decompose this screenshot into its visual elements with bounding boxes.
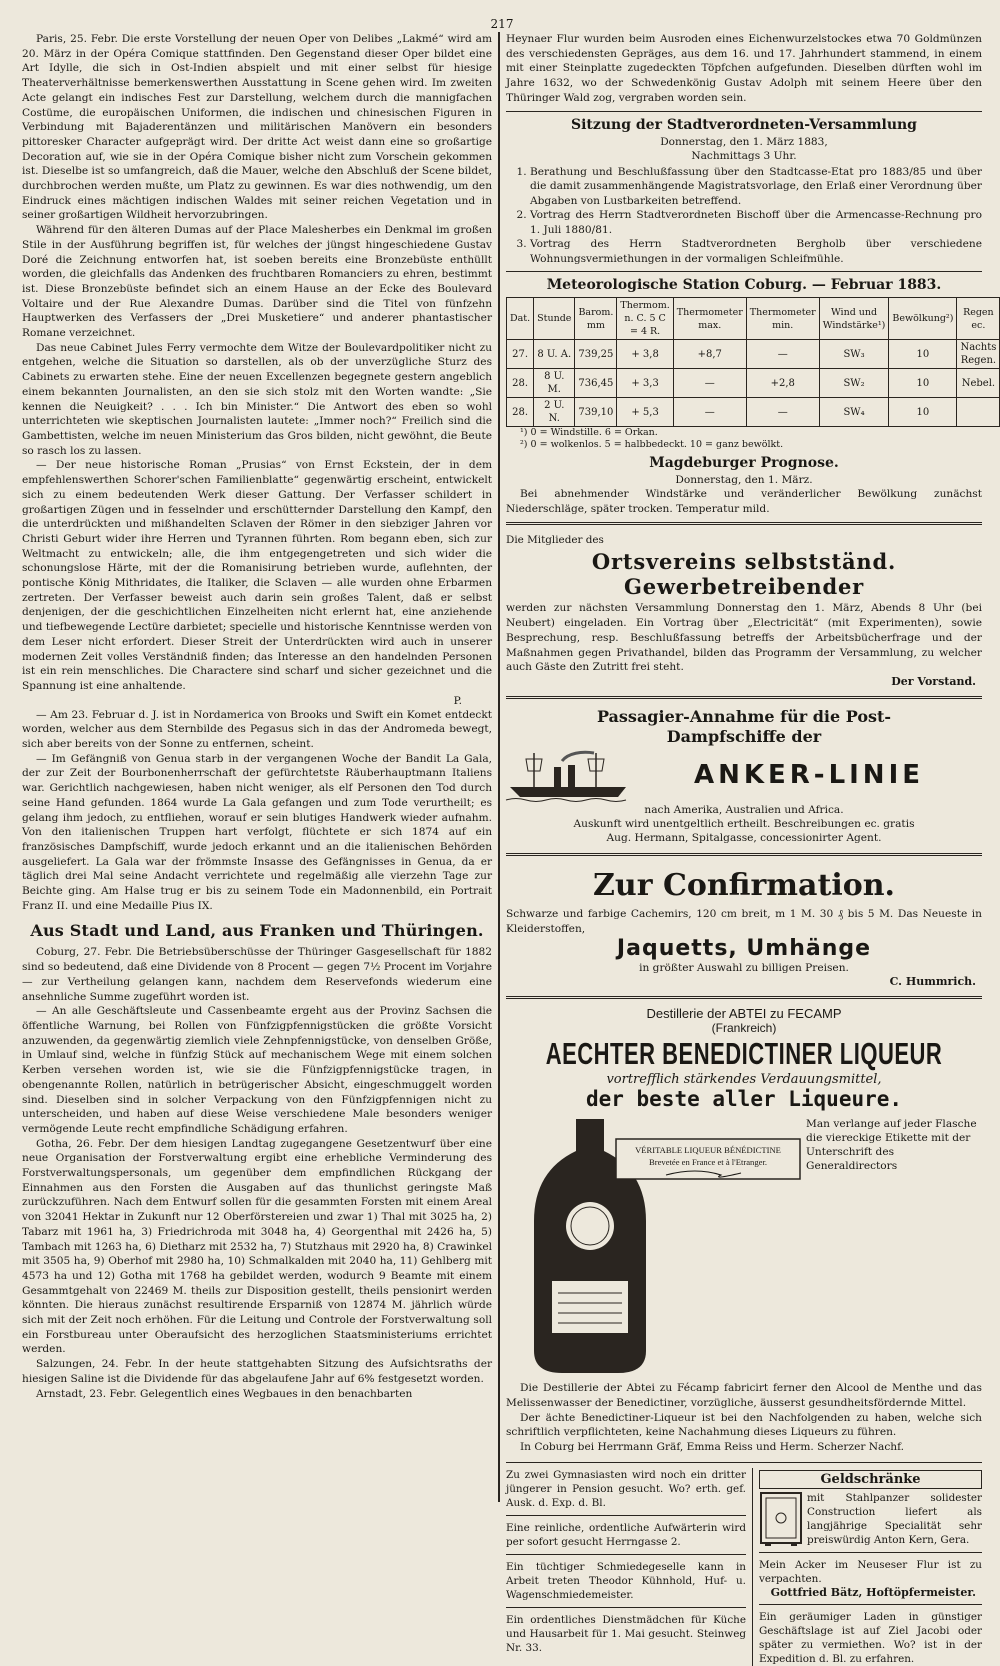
divider: [759, 1552, 982, 1553]
ad-body: mit Stahlpanzer solidester Construction liefert als langjährige Specialität sehr preiswürdig Anton Kern, Gera.: [807, 1491, 982, 1546]
council-meeting-notice: [506, 117, 982, 267]
column-divider: [498, 32, 500, 1502]
col-header: Thermom. n. C. 5 C = 4 R.: [617, 298, 673, 340]
cell: + 5,3: [617, 398, 673, 427]
ad-benedictine: [506, 1005, 982, 1457]
ad-line: vortrefflich stärkendes Verdauungsmittel,: [606, 1072, 882, 1088]
divider: [506, 1607, 746, 1608]
weather-title: Meteorologische Station Coburg. — Februar 1883.: [546, 277, 942, 294]
ad-title: Ortsvereins selbstständ. Gewerbetreibender: [591, 549, 897, 600]
council-time: Nachmittags 3 Uhr.: [691, 149, 797, 162]
article-dumas: Während für den älteren Dumas auf der Place Malesherbes ein Denkmal im großen Stile in der Ausführung begriffen ist, für welches der jüngst hingeschiedene Gustav Doré die Zeichnung entworfen hat, ist soeben bereits eine Bronzebüste enthüllt worden, die gleichfalls das Andenken des fruchtbaren Romanciers zu ehren, bestimmt ist. Diese Bronzebüste befindet sich an einem Hause an der Ecke des Boulevard Voltaire und der Rue Alexandre Dumas. Darüber sind die Titel von fünfzehn Hauptwerken des Verfassers der „Drei Musketiere“ und anderer phantastischer Romane verzeichnet.: [22, 224, 493, 340]
cell: SW₃: [819, 340, 889, 369]
anker-row: [506, 747, 982, 803]
forecast-text: Bei abnehmender Windstärke und veränderlicher Bewölkung zunächst Niederschläge, später trocken. Temperatur mild.: [506, 488, 982, 515]
classified-ad: Zu zwei Gymnasiasten wird noch ein dritter jüngerer in Pension gesucht. Wo? erth. gef. Ausk. d. Exp. d. Bl.: [506, 1468, 746, 1509]
ad-line: Destillerie der ABTEI zu FECAMP: [646, 1006, 842, 1022]
divider: [506, 1515, 746, 1516]
council-date: Donnerstag, den 1. März 1883,: [660, 135, 828, 148]
right-column: [506, 32, 997, 1665]
article-prusias: — Der neue historische Roman „Prusias“ von Ernst Eckstein, der in dem empfehlenswerthen Schorer'schen Familienblatte“ gegenwärtig erscheint, entwickelt sich zu einem bedeutenden Werk dieser Gattung. Der Verfasser schildert in großartigen Zügen und in fesselnder und erschütternder Darstellung den Kampf, den die unterdrückten und mißhandelten Sclaven der Römer in den siebziger Jahren vor Christi Geburt wider ihre Herren und Tyrannen führten. Rom begann eben, sich zur Weltmacht zu entwickeln; alle, die ihm entgegengetreten und sich wider die schonungslose Härte, mit der die Romanisirung betrieben wurde, auflehnten, der pontische König Mithridates, die Italiker, die Sclaven — alle wurden ohne Erbarmen zertreten. Der Verfasser beweist auch darin sein großes Talent, daß er selbst denjenigen, der die geschichtlichen Einzelheiten nicht erlernt hat, eine anziehende und tiefbewegende Lectüre darbietet; specielle und historische Kenntnisse werden von dem Leser nicht erfordert. Dieser Streit der Unterdrückten wird auch in unserer modernen Zeit volles Verständniß finden; das Interesse an den handelnden Personen ist ein rein menschliches. Die Charactere sind scharf und sicher gezeichnet und die Spannung ist eine anhaltende.: [22, 459, 493, 692]
weather-table: [506, 297, 1000, 427]
ad-title: Zur Confirmation.: [593, 867, 895, 903]
cell: +8,7: [673, 340, 746, 369]
cell: + 3,3: [617, 369, 673, 398]
ad-ortsverein: [506, 531, 982, 690]
classified-ad: Eine reinliche, ordentliche Aufwärterin wird per sofort gesucht Herrngasse 2.: [506, 1521, 746, 1548]
cell: SW₄: [819, 398, 889, 427]
weather-station: [506, 277, 997, 451]
cell: 10: [889, 398, 957, 427]
ad-signature: Der Vorstand.: [891, 674, 976, 688]
article-arnstadt: Arnstadt, 23. Febr. Gelegentlich eines Wegbaues in den benachbarten: [36, 1387, 413, 1400]
classified-ad: Ein tüchtiger Schmiedegeselle kann in Arbeit treten Theodor Kühnhold, Huf- u. Wagenschmiedemeister.: [506, 1560, 746, 1601]
divider: [506, 696, 982, 699]
divider: [506, 1462, 982, 1463]
ad-line: nach Amerika, Australien und Africa.: [644, 803, 844, 816]
ad-body: In Coburg bei Herrmann Gräf, Emma Reiss und Herm. Scherzer Nachf.: [520, 1441, 905, 1454]
forecast-title: Magdeburger Prognose.: [649, 455, 839, 472]
divider: [506, 1554, 746, 1555]
cell: 10: [889, 340, 957, 369]
ad-body: Die Destillerie der Abtei zu Fécamp fabricirt ferner den Alcool de Menthe und das Melissenwasser der Benedictiner, vorzügliche, äusserst gesundheitsfördernde Mittel.: [506, 1382, 982, 1410]
agenda-item: 1. Berathung und Beschlußfassung über den Stadtcasse-Etat pro 1883/85 und über die damit zusammenhängende Magistratsvorlage, den Erlaß einer Verordnung über Abgaben von Lustbarkeiten betreffend.: [530, 165, 982, 209]
ad-anker-linie: [506, 705, 982, 847]
col-header: Wind und Windstärke¹): [819, 298, 889, 340]
col-header: Thermometer max.: [673, 298, 746, 340]
article-salzungen: Salzungen, 24. Febr. In der heute stattgehabten Sitzung des Aufsichtsraths der hiesigen Saline ist die Dividende für das abgelaufene Jahr auf 6% festgesetzt worden.: [22, 1358, 493, 1385]
col-header: Bewölkung²): [889, 298, 957, 340]
divider: [506, 522, 982, 525]
label-text: VÉRITABLE LIQUEUR BÉNÉDICTINE: [635, 1145, 781, 1156]
left-column: [22, 32, 492, 1502]
agenda-item: 2. Vortrag des Herrn Stadtverordneten Bischoff über die Armencasse-Rechnung pro 1. Juli 1880/81.: [530, 208, 982, 237]
ad-title: Passagier-Annahme für die Post-: [596, 706, 892, 726]
ad-line: Auskunft wird unentgeltlich ertheilt. Beschreibungen ec. gratis: [573, 817, 915, 830]
footnote: ¹) 0 = Windstille. 6 = Orkan.: [520, 427, 658, 439]
col-header: Thermometer min.: [746, 298, 819, 340]
table-row: [507, 340, 1000, 369]
classified-ad: Ein geräumiger Laden in günstiger Geschäftslage ist auf Ziel Jacobi oder später zu vermiethen. Wo? ist in der Expedition d. Bl. zu erfahren.: [759, 1610, 982, 1665]
divider: [506, 853, 982, 856]
ad-line: Aug. Hermann, Spitalgasse, concessionirter Agent.: [606, 831, 882, 844]
classified-ad: Ein ordentliches Dienstmädchen für Küche und Hausarbeit für 1. Mai gesucht. Steinweg Nr. 33.: [506, 1613, 746, 1654]
col-header: Stunde: [534, 298, 575, 340]
article-ferry: Das neue Cabinet Jules Ferry vermochte dem Witze der Boulevardpolitiker nicht zu entgehen, welche die Situation so darstellen, als ob der unverzügliche Sturz des Cabinets zu erwarten stehe. Eine der neuen Excellenzen begegnete gestern angeblich einem bekannten Journalisten, an den sie sich stolz mit den Worten wandte: „Sie kennen die Neuigkeit? . . . Ich bin Minister.“ Die Antwort des eben so wohl unterrichteten wie skeptischen Journalisten lautete: „Immer noch?“ Freilich sind die Gambettisten, welche im neuen Ministerium das Gros bilden, nicht gewöhnt, die Beute so rasch los zu lassen.: [22, 341, 493, 457]
article-la-gala: — Im Gefängniß von Genua starb in der vergangenen Woche der Bandit La Gala, der zur Zeit der Bourbonenherrschaft der gefürchtetste Räuberhauptmann Italiens war. Gerichtlich nachgewiesen, haben nicht weniger, als elf Personen den Tod durch seine Hand gefunden. 1864 wurde La Gala gefangen und zum Tode verurtheilt; es gelang ihm jedoch, zu entfliehen, worauf er sein blutiges Handwerk wieder aufnahm. Von den italienischen Truppen hart verfolgt, flüchtete er sich 1874 auf ein französisches Dampfschiff, wurde jedoch erkannt und an die italienischen Behörden ausgeliefert. La Gala war der frömmste Insasse des Gefängnisses in Genua, da er täglich drei Mal seine Andacht verrichtete und regelmäßig alle vierzehn Tage zur Beichte ging. Am Halse trug er bis zu seinem Tode ein Madonnenbild, ein Portrait Franz II. und eine Medaille Pius IX.: [22, 752, 493, 912]
cell: 10: [889, 369, 957, 398]
liqueur-side-text: Man verlange auf jeder Flasche die viereckige Etikette mit der Unterschrift des Generaldirectors: [806, 1118, 977, 1173]
footnote: ²) 0 = wolkenlos. 5 = halbbedeckt. 10 = ganz bewölkt.: [520, 439, 784, 451]
col-header: Dat.: [507, 298, 534, 340]
classified-right: [753, 1468, 982, 1666]
article-comet: — Am 23. Februar d. J. ist in Nordamerica von Brooks und Swift ein Komet entdeckt worden, welcher aus dem Sternbilde des Pegasus sich in das der Andromeda bewegt, sich aber bereits von der Sonne zu entfernen, scheint.: [22, 708, 493, 751]
ad-line: in größter Auswahl zu billigen Preisen.: [639, 962, 849, 975]
cell: 8 U. A.: [534, 340, 575, 369]
cell: —: [673, 369, 746, 398]
cell: 736,45: [575, 369, 617, 398]
cell: +2,8: [746, 369, 819, 398]
cell: 8 U. M.: [534, 369, 575, 398]
ad-highlight: der beste aller Liqueure.: [585, 1087, 903, 1112]
ad-line: (Frankreich): [711, 1021, 777, 1036]
agenda-list: [506, 165, 982, 267]
cell: 28.: [507, 369, 534, 398]
agenda-item: 3. Vortrag des Herrn Stadtverordneten Bergholb über verschiedene Wohnungsvermiethungen in der vormaligen Schleifmühle.: [530, 237, 982, 266]
article-coburg: Coburg, 27. Febr. Die Betriebsüberschüsse der Thüringer Gasgesellschaft für 1882 sind so bedeutend, daß eine Dividende von 8 Procent — gegen 7½ Procent im Vorjahre — zur Vertheilung gelangen kann, nachdem dem Reservefonds wiederum eine ansehnliche Summe zugeführt worden ist.: [22, 946, 493, 1003]
col-header: Barom. mm: [575, 298, 617, 340]
divider: [506, 271, 982, 272]
cell: 28.: [507, 398, 534, 427]
divider: [759, 1604, 982, 1605]
divider: [506, 996, 982, 999]
article-paris: Paris, 25. Febr. Die erste Vorstellung der neuen Oper von Delibes „Lakmé“ wird am 20. März in der Opéra Comique stattfinden. Den Gegenstand dieser Oper bildet eine Art Idylle, die sich in Ost-Indien abspielt und mit einer selbst für hiesige Theaterverhältnisse bemerkenswerthen Ausstattung in Scene gehen wird. Im zweiten Acte gelangt ein indisches Fest zur Darstellung, welchem durch die mannigfachen Costüme, die europäischen Uniformen, die indischen und chinesischen Figuren in Verbindung mit Bajaderentänzen und militärischen Manövern ein besonders pittoresker Character aufgeprägt wird. Der dritte Act weist dann eine so großartige Decoration auf, wie sie in der Opéra Comique bisher nicht zum Vorschein gekommen ist. Dieselbe ist so umfangreich, daß die Mauer, welche den Abschluß der Scene bildet, durchbrochen werden mußte, um Platz zu gewinnen. Es war dies nothwendig, um den Eindruck eines mächtigen indischen Waldes mit seiner reichen Vegetation und in seiner großartigen Wildheit hervorzubringen.: [22, 33, 493, 222]
safe-ad: [759, 1491, 982, 1547]
forecast-date: Donnerstag, den 1. März.: [675, 474, 813, 487]
cell: Nachts Regen.: [957, 340, 1000, 369]
label-text: Brevetée en France et à l'Etranger.: [649, 1157, 767, 1168]
col-header: Regen ec.: [957, 298, 1000, 340]
article-warning: — An alle Geschäftsleute und Cassenbeamte ergeht aus der Provinz Sachsen die öffentliche Warnung, bei Rollen von Fünfzigpfennigstücken die größte Vorsicht anzuwenden, da gegenwärtig ziemlich viele Zehnpfennigstücke, von denselben Größe, in Umlauf sind, welche in fünfzig Stück auf mechanischem Wege mit einem solchen Kerben versehen worden ist, wie sie die Fünfzigpfennigstücke tragen, in obengenannte Rollen, natürlich in betrügerischer Absicht, eingeschmuggelt worden sind. Dieselben sind in solcher Verpackung von den Fünfzigpfennigen nicht zu unterscheiden, und haben auf diese Weise verschiedene Male besonders weniger vermögende Leute recht empfindliche Schädigung erfahren.: [22, 1005, 493, 1135]
ad-body: werden zur nächsten Versammlung Donnerstag den 1. März, Abends 8 Uhr (bei Neubert) eingeladen. Ein Vortrag über „Electricität“ (mit Experimenten), sowie Besprechung, resp. Beschlußfassung betreffs der Arbeitsbücherfrage und der Maßnahmen gegen Privathandel, bilden das Programm der Versammlung, zu welcher auch Gäste den Zutritt frei steht.: [506, 602, 982, 674]
bottle-illustration: [506, 1111, 806, 1381]
cell: 27.: [507, 340, 534, 369]
cell: SW₂: [819, 369, 889, 398]
article-arnstadt-cont: Heynaer Flur wurden beim Ausroden eines Eichenwurzelstockes etwa 70 Goldmünzen des verschiedensten Gepräges, aus dem 16. und 17. Jahrhundert stammend, in einem mit einer Steinplatte zugedeckten Töpfchen aufgefunden. Dieselben dürften wohl im Jahre 1632, wo der Schwedenkönig Gustav Adolph mit seinem Heere über den Thüringer Wald zog, vergraben worden sein.: [506, 33, 982, 104]
cell: 739,10: [575, 398, 617, 427]
table-row: [507, 369, 1000, 398]
ad-highlight: Jaquetts, Umhänge: [616, 936, 872, 962]
steamship-icon: [506, 747, 636, 803]
cell: —: [746, 398, 819, 427]
ad-pretext: Die Mitglieder des: [506, 534, 604, 547]
section-title: Aus Stadt und Land, aus Franken und Thüringen.: [30, 921, 484, 941]
ad-confirmation: [506, 862, 982, 990]
liqueur-box: [506, 1111, 982, 1381]
ad-signature: C. Hummrich.: [889, 975, 976, 989]
forecast: [506, 455, 982, 516]
article-gotha: Gotha, 26. Febr. Der dem hiesigen Landtag zugegangene Gesetzentwurf über eine neue Organisation der Forstverwaltung ergibt eine erhebliche Verminderung des Forstverwaltungspersonals, um gegenüber dem empfindlichen Rückgang der Einnahmen aus den Forsten die Ausgaben auf das thunlichst geringste Maß zurückzuführen. Nach dem Entwurf sollen für die gesammten Forsten mit einem Areal von 32041 Hektar in Zukunft nur 12 Oberförstereien und zwar 1) Thal mit 3025 ha, 2) Tabarz mit 1961 ha, 3) Friedrichroda mit 3048 ha, 4) Georgenthal mit 2426 ha, 5) Tambach mit 1263 ha, 6) Dietharz mit 2532 ha, 7) Stutzhaus mit 2920 ha, 8) Crawinkel mit 3505 ha, 9) Oberhof mit 2980 ha, 10) Schmalkalden mit 2040 ha, 11) Gehlberg mit 4573 ha und 12) Gotha mit 1768 ha gebildet werden, wodurch 9 Beamte mit einem Gesammtgehalt von 22469 M. theils zur Disposition gestellt, theils pensionirt werden könnten. Die hieraus zunächst resultirende Ersparniß von 12874 M. jährlich würde sich mit der Zeit noch erhöhen. Für die Leitung und Controle der Forstverwaltung soll ein Forstbureau unter Oberaufsicht des herzoglichen Staatsministeriums errichtet werden.: [22, 1137, 493, 1356]
ad-title: AECHTER BENEDICTINER LIQUEUR: [545, 1036, 943, 1072]
ad-body: Der ächte Benedictiner-Liqueur ist bei den Nachfolgenden zu haben, welche sich schriftlich verpflichteten, keine Nachahmung dieses Liqueurs zu führen.: [506, 1411, 982, 1439]
council-title: Sitzung der Stadtverordneten-Versammlung: [571, 116, 917, 133]
page-number: 217: [490, 17, 514, 31]
table-row: [507, 398, 1000, 427]
signature-p: P.: [453, 694, 463, 707]
ad-body: Schwarze und farbige Cachemirs, 120 cm breit, m 1 M. 30 ₰ bis 5 M. Das Neueste in Kleiderstoffen,: [506, 907, 982, 935]
classified-left: [506, 1468, 753, 1666]
cell: 2 U. N.: [534, 398, 575, 427]
safe-icon: [759, 1491, 803, 1547]
cell: —: [746, 340, 819, 369]
classified-ad: Mein Acker im Neuseser Flur ist zu verpachten.: [759, 1558, 982, 1585]
cell: 739,25: [575, 340, 617, 369]
ad-signature: Gottfried Bätz, Hoftöpfermeister.: [770, 1585, 976, 1599]
divider: [506, 111, 982, 112]
cell: —: [673, 398, 746, 427]
cell: + 3,8: [617, 340, 673, 369]
anker-linie-title: ANKER-LINIE: [693, 759, 925, 790]
ad-subtitle: Dampfschiffe der: [666, 726, 822, 746]
cell: Nebel.: [957, 369, 1000, 398]
classified-ads: [506, 1468, 982, 1666]
ad-title: Geldschränke: [759, 1470, 982, 1489]
cell: [957, 398, 1000, 427]
